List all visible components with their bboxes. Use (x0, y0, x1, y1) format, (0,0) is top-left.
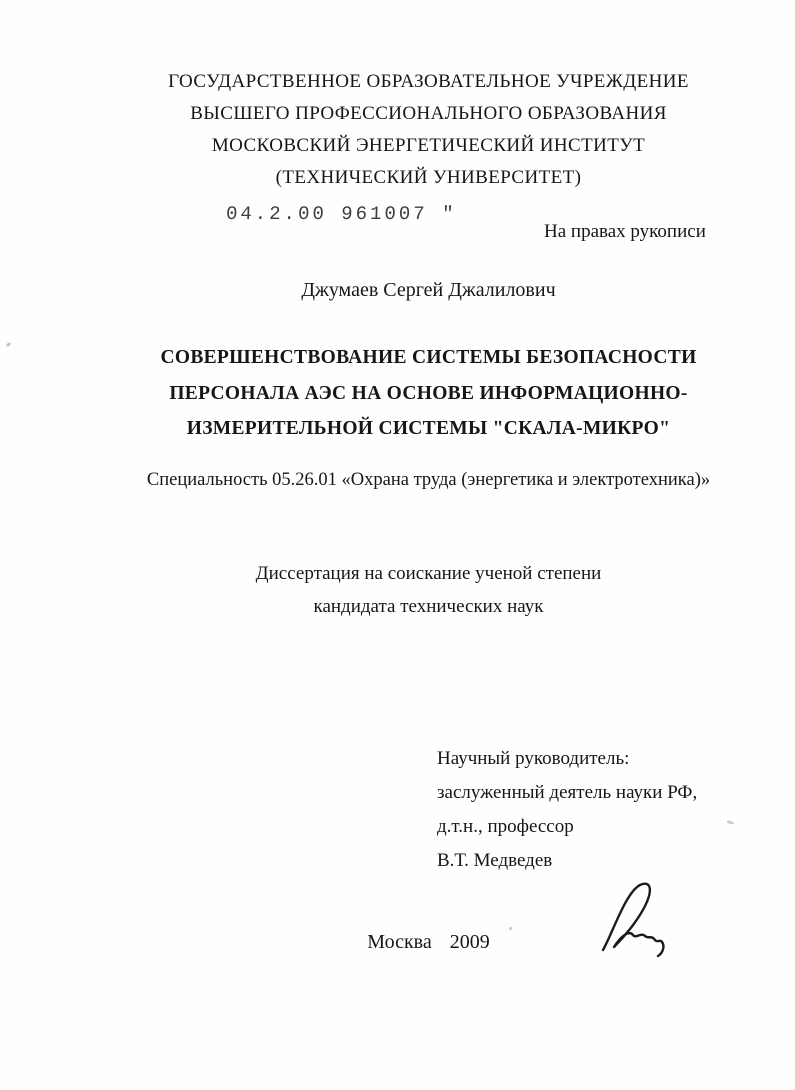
dissertation-title-line: СОВЕРШЕНСТВОВАНИЕ СИСТЕМЫ БЕЗОПАСНОСТИ (160, 347, 697, 368)
thesis-statement-line: Диссертация на соискание ученой степени (255, 563, 602, 584)
institution-line: ГОСУДАРСТВЕННОЕ ОБРАЗОВАТЕЛЬНОЕ УЧРЕЖДЕНИЕ (168, 71, 689, 92)
institution-line: ВЫСШЕГО ПРОФЕССИОНАЛЬНОГО ОБРАЗОВАНИЯ (190, 103, 667, 124)
dissertation-title (66, 340, 791, 447)
supervisor-heading: Научный руководитель: (437, 748, 630, 769)
year-label: 2009 (449, 931, 490, 953)
manuscript-rights-note: На правах рукописи (544, 221, 706, 242)
city-label: Москва (367, 931, 432, 953)
dissertation-title-line: ИЗМЕРИТЕЛЬНОЙ СИСТЕМЫ "СКАЛА-МИКРО" (186, 418, 671, 439)
dissertation-title-line: ПЕРСОНАЛА АЭС НА ОСНОВЕ ИНФОРМАЦИОННО- (169, 382, 688, 404)
author-name: Джумаев Сергей Джалилович (301, 279, 556, 301)
scan-speck (509, 927, 512, 930)
thesis-degree-statement (66, 558, 791, 623)
city-year-line (66, 931, 791, 954)
supervisor-honor-line: заслуженный деятель науки РФ, (437, 782, 698, 803)
supervisor-name: В.Т. Медведев (437, 850, 553, 871)
scan-speck (6, 342, 12, 347)
specialty-line: Специальность 05.26.01 «Охрана труда (энергетика и электротехника)» (146, 470, 711, 490)
library-registration-stamp: 04.2.00 961007 ″ (225, 203, 457, 225)
institution-header (66, 66, 791, 194)
thesis-statement-line: кандидата технических наук (313, 595, 544, 617)
institution-line: (ТЕХНИЧЕСКИЙ УНИВЕРСИТЕТ) (275, 167, 582, 188)
supervisor-block (437, 742, 697, 878)
scan-speck (727, 820, 735, 825)
institution-line: МОСКОВСКИЙ ЭНЕРГЕТИЧЕСКИЙ ИНСТИТУТ (211, 135, 646, 156)
supervisor-degree-line: д.т.н., профессор (437, 816, 574, 837)
